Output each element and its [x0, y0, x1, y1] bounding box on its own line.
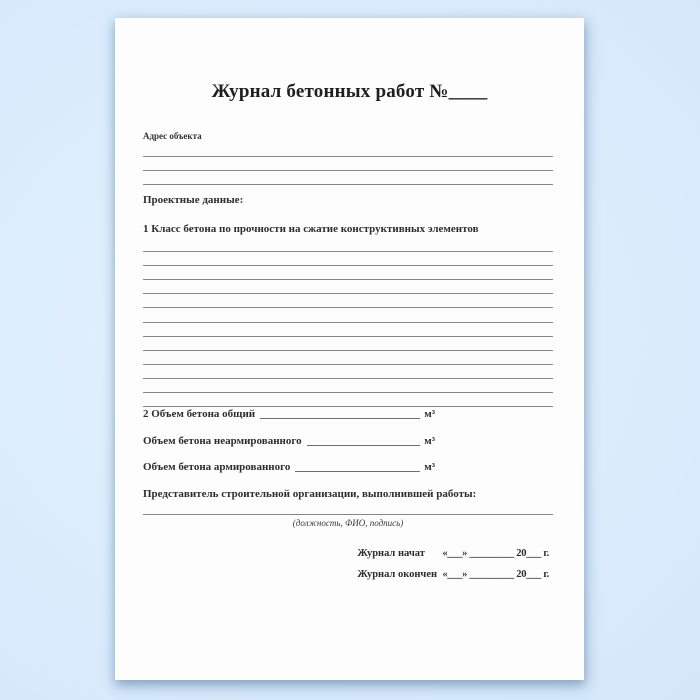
address-label: Адрес объекта: [143, 131, 202, 141]
ruled-line: [143, 337, 553, 351]
concrete-class-label: 1 Класс бетона по прочности на сжатие конструктивных элементов: [143, 223, 479, 235]
volume-total-row: [143, 408, 435, 421]
ruled-line: [143, 323, 553, 337]
address-write-in-lines: [143, 143, 553, 185]
ruled-line: [143, 393, 553, 407]
journal-started-value: «___» _________ 20___ г.: [442, 548, 549, 559]
document-page: [115, 18, 584, 680]
journal-finished-row: [357, 568, 549, 581]
journal-started-row: [357, 547, 549, 560]
project-data-heading: Проектные данные:: [143, 194, 244, 206]
ruled-line: [143, 157, 553, 171]
volume-reinforced-label: Объем бетона армированного: [143, 461, 291, 473]
volume-reinforced-row: [143, 461, 435, 474]
signature-line: [143, 514, 553, 515]
ruled-line: [143, 379, 553, 393]
ruled-line: [143, 351, 553, 365]
ruled-line: [143, 294, 553, 308]
ruled-line: [143, 308, 553, 322]
volume-unreinforced-label: Объем бетона неармированного: [143, 435, 302, 447]
cubic-meter-unit: м³: [424, 435, 435, 447]
journal-dates-block: [357, 547, 549, 589]
cubic-meter-unit: м³: [424, 408, 435, 420]
ruled-line: [143, 266, 553, 280]
signature-caption: (должность, ФИО, подпись): [292, 518, 404, 528]
volume-unreinforced-row: [143, 435, 435, 448]
journal-started-label: Журнал начат: [357, 548, 425, 559]
representative-label: Представитель строительной организации, выполнившей работы:: [143, 488, 477, 500]
journal-finished-label: Журнал окончен: [357, 569, 438, 580]
document-title: Журнал бетонных работ №____: [211, 81, 488, 102]
write-in-line: [295, 461, 420, 472]
journal-finished-value: «___» _________ 20___ г.: [442, 569, 549, 580]
ruled-line: [143, 252, 553, 266]
cubic-meter-unit: м³: [424, 461, 435, 473]
ruled-line: [143, 365, 553, 379]
ruled-line: [143, 280, 553, 294]
ruled-line: [143, 171, 553, 185]
concrete-class-write-in-lines: [143, 238, 553, 407]
ruled-line: [143, 143, 553, 157]
ruled-line: [143, 238, 553, 252]
write-in-line: [260, 408, 420, 419]
volume-total-label: 2 Объем бетона общий: [143, 408, 256, 420]
write-in-line: [307, 435, 421, 446]
